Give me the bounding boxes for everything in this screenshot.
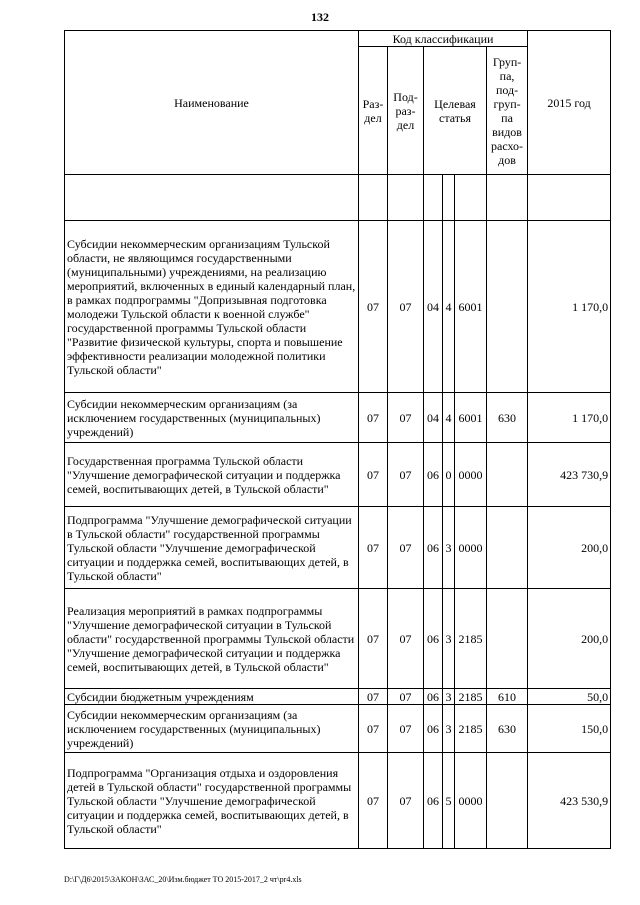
table-row — [65, 221, 611, 393]
row-target-program: 06 — [424, 753, 443, 849]
row-expense-type: 630 — [487, 393, 528, 443]
row-name: Подпрограмма "Организация отдыха и оздоровления детей в Тульской области" государственной программы Тульской области "Улучшение демографической ситуации и поддержка семей, воспитывающих детей, в Тульской области" — [65, 753, 359, 849]
row-amount: 150,0 — [528, 705, 611, 753]
row-target-subprogram: 0 — [443, 443, 455, 507]
table-row — [65, 689, 611, 705]
row-name: Субсидии некоммерческим организациям (за исключением государственных (муниципальных) учреждений) — [65, 705, 359, 753]
row-target-program: 06 — [424, 507, 443, 589]
row-podrazdel: 07 — [388, 507, 424, 589]
row-name: Государственная программа Тульской области "Улучшение демографической ситуации и поддержка семей, воспитывающих детей, в Тульской области" — [65, 443, 359, 507]
row-target-direction: 6001 — [455, 393, 487, 443]
row-expense-type: 630 — [487, 705, 528, 753]
row-target-program: 04 — [424, 393, 443, 443]
row-amount: 423 530,9 — [528, 753, 611, 849]
row-expense-type — [487, 221, 528, 393]
row-target-program: 06 — [424, 443, 443, 507]
row-podrazdel: 07 — [388, 689, 424, 705]
row-name: Субсидии бюджетным учреждениям — [65, 689, 359, 705]
row-podrazdel: 07 — [388, 753, 424, 849]
row-podrazdel: 07 — [388, 589, 424, 689]
row-target-direction: 0000 — [455, 443, 487, 507]
row-expense-type — [487, 753, 528, 849]
row-target-subprogram: 5 — [443, 753, 455, 849]
table-row — [65, 507, 611, 589]
row-amount: 1 170,0 — [528, 393, 611, 443]
row-target-subprogram: 3 — [443, 689, 455, 705]
row-amount: 1 170,0 — [528, 221, 611, 393]
row-target-program: 04 — [424, 221, 443, 393]
row-target-subprogram: 4 — [443, 393, 455, 443]
header-podrazdel: Под- раз- дел — [388, 47, 424, 175]
row-expense-type — [487, 507, 528, 589]
row-amount: 200,0 — [528, 589, 611, 689]
row-podrazdel: 07 — [388, 221, 424, 393]
row-target-direction: 0000 — [455, 507, 487, 589]
row-target-direction: 0000 — [455, 753, 487, 849]
row-target-program: 06 — [424, 689, 443, 705]
page-number: 132 — [311, 10, 329, 24]
row-amount: 200,0 — [528, 507, 611, 589]
row-target-subprogram: 3 — [443, 589, 455, 689]
row-name: Реализация мероприятий в рамках подпрограммы "Улучшение демографической ситуации в Тульской области" государственной программы Тульской области "Улучшение демографической ситуации и поддержка семей, воспитывающих детей, в Тульской области" — [65, 589, 359, 689]
row-amount: 423 730,9 — [528, 443, 611, 507]
row-razdel: 07 — [359, 443, 388, 507]
row-podrazdel: 07 — [388, 705, 424, 753]
header-year: 2015 год — [528, 31, 611, 175]
row-target-subprogram: 4 — [443, 221, 455, 393]
row-amount: 50,0 — [528, 689, 611, 705]
table-row — [65, 443, 611, 507]
row-target-program: 06 — [424, 705, 443, 753]
header-group: Груп- па, под- груп- па видов расхо- дов — [487, 47, 528, 175]
row-target-direction: 6001 — [455, 221, 487, 393]
row-razdel: 07 — [359, 689, 388, 705]
row-razdel: 07 — [359, 393, 388, 443]
row-target-program: 06 — [424, 589, 443, 689]
header-name: Наименование — [65, 31, 359, 175]
header-razdel: Раз- дел — [359, 47, 388, 175]
row-name: Субсидии некоммерческим организациям (за исключением государственных (муниципальных) учреждений) — [65, 393, 359, 443]
row-expense-type: 610 — [487, 689, 528, 705]
row-razdel: 07 — [359, 221, 388, 393]
spacer-row — [65, 175, 611, 221]
table-row — [65, 589, 611, 689]
row-podrazdel: 07 — [388, 393, 424, 443]
row-target-direction: 2185 — [455, 705, 487, 753]
table-row — [65, 705, 611, 753]
row-podrazdel: 07 — [388, 443, 424, 507]
table-row — [65, 753, 611, 849]
row-razdel: 07 — [359, 589, 388, 689]
header-target: Целевая статья — [424, 47, 487, 175]
row-target-subprogram: 3 — [443, 507, 455, 589]
file-path-footer: D:\Г\Д6\2015\ЗАКОН\ЗАС_20\Изм.бюджет ТО 2015-2017_2 чт\рr4.xls — [64, 875, 302, 884]
header-classification: Код классификации — [359, 31, 528, 47]
row-razdel: 07 — [359, 705, 388, 753]
header-row-top — [65, 31, 611, 47]
row-expense-type — [487, 589, 528, 689]
row-target-direction: 2185 — [455, 589, 487, 689]
row-target-subprogram: 3 — [443, 705, 455, 753]
row-name: Подпрограмма "Улучшение демографической ситуации в Тульской области" государственной программы Тульской области "Улучшение демографической ситуации и поддержка семей, воспитывающих детей, в Тульской области" — [65, 507, 359, 589]
row-razdel: 07 — [359, 507, 388, 589]
table-row — [65, 393, 611, 443]
row-target-direction: 2185 — [455, 689, 487, 705]
row-expense-type — [487, 443, 528, 507]
budget-table — [64, 30, 611, 849]
row-name: Субсидии некоммерческим организациям Тульской области, не являющимся государственными (муниципальными) учреждениями, на реализацию мероприятий, включенных в единый календарный план, в рамках подпрограммы "Допризывная подготовка молодежи Тульской области к военной службе" государственной программы Тульской области "Развитие физической культуры, спорта и повышение эффективности реализации молодежной политики Тульской области" — [65, 221, 359, 393]
row-razdel: 07 — [359, 753, 388, 849]
